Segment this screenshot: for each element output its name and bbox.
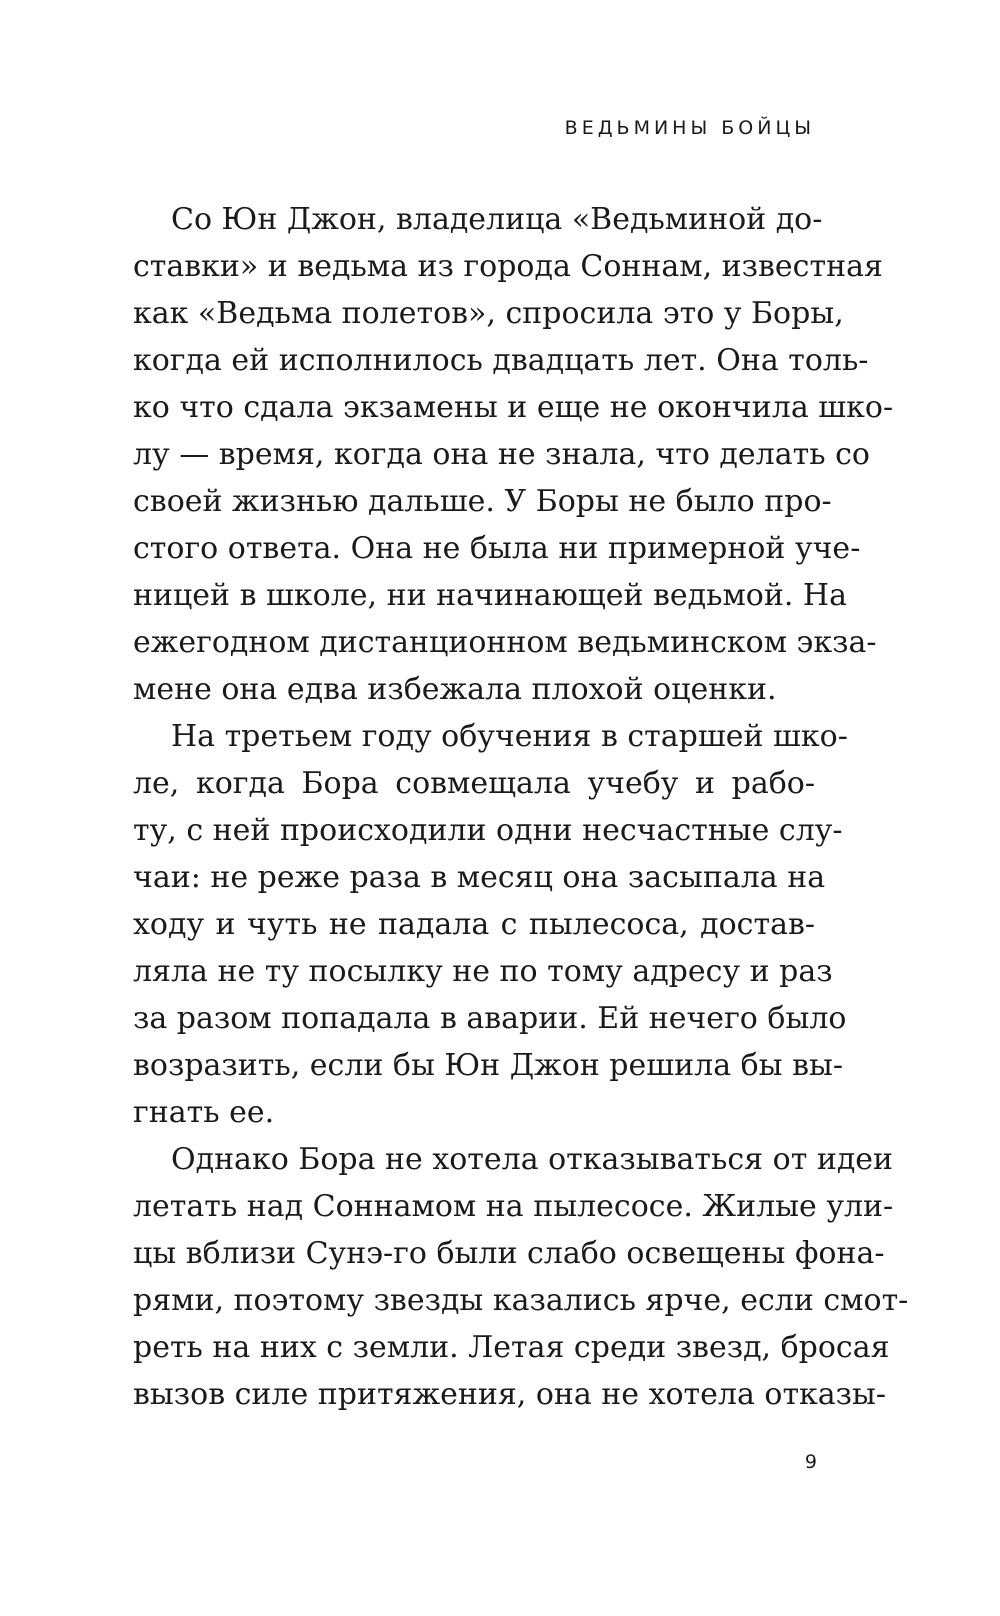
text-line: как «Ведьма полетов», спросила это у Боры, — [133, 296, 844, 331]
paragraph-1 — [133, 196, 894, 713]
text-line: ляла не ту посылку не по тому адресу и раз — [133, 954, 833, 989]
text-line: рями, поэтому звезды казались ярче, если смот- — [133, 1283, 909, 1318]
paragraph-2 — [133, 713, 848, 1136]
text-line: возразить, если бы Юн Джон решила бы вы- — [133, 1048, 843, 1083]
text-line: ходу и чуть не падала с пылесоса, достав- — [133, 907, 815, 942]
text-line: за разом попадала в аварии. Ей нечего было — [133, 1001, 847, 1036]
text-line: гнать ее. — [133, 1095, 275, 1130]
text-line: вызов силе притяжения, она не хотела отказы- — [133, 1377, 887, 1412]
text-line: когда ей исполнилось двадцать лет. Она толь- — [133, 343, 869, 378]
text-line: летать над Соннамом на пылесосе. Жилые ули- — [133, 1189, 894, 1224]
text-line: ницей в школе, ни начинающей ведьмой. На — [133, 578, 847, 613]
body-text — [133, 196, 909, 1418]
text-line: лу — время, когда она не знала, что делать со — [133, 437, 870, 472]
running-header: ВЕДЬМИНЫ БОЙЦЫ — [564, 117, 815, 139]
text-line: Однако Бора не хотела отказываться от идеи — [171, 1142, 894, 1177]
text-line: На третьем году обучения в старшей шко- — [171, 719, 848, 754]
text-line: ежегодном дистанционном ведьминском экза- — [133, 625, 877, 660]
text-line: ле, когда Бора совмещала учебу и рабо- — [133, 766, 815, 801]
text-line: мене она едва избежала плохой оценки. — [133, 672, 777, 707]
text-line: стого ответа. Она не была ни примерной уче- — [133, 531, 861, 566]
text-line: ко что сдала экзамены и еще не окончила шко- — [133, 390, 894, 425]
text-line: своей жизнью дальше. У Боры не было про- — [133, 484, 832, 519]
text-line: чаи: не реже раза в месяц она засыпала на — [133, 860, 826, 895]
page-number: 9 — [804, 1451, 817, 1473]
text-line: цы вблизи Сунэ-го были слабо освещены фона- — [133, 1236, 885, 1271]
text-line: реть на них с земли. Летая среди звезд, бросая — [133, 1330, 890, 1365]
text-line: ставки» и ведьма из города Соннам, известная — [133, 249, 883, 284]
text-line: ту, с ней происходили одни несчастные слу- — [133, 813, 843, 848]
text-line: Со Юн Джон, владелица «Ведьминой до- — [171, 202, 823, 237]
paragraph-3 — [133, 1136, 909, 1418]
